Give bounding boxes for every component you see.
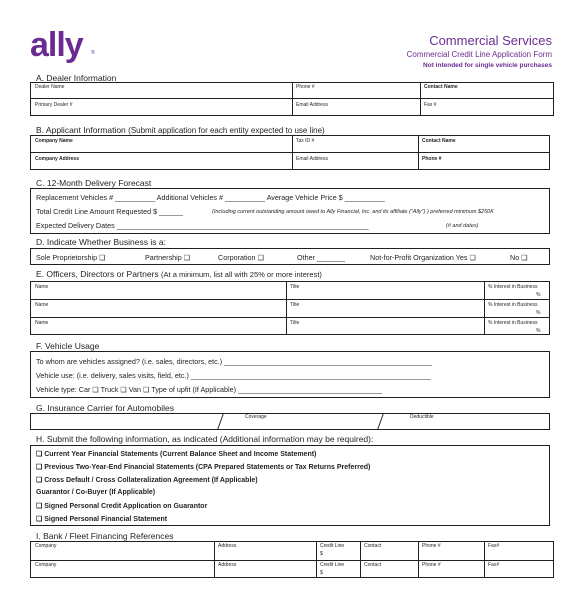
form-note: Not intended for single vehicle purchases <box>423 62 552 69</box>
bank-contact-field[interactable]: Contact <box>364 562 382 568</box>
checkbox-icon[interactable]: ❑ <box>257 253 265 262</box>
officer-interest-field[interactable]: % Interest in Business <box>488 284 538 290</box>
bank-credit-line-field[interactable]: Credit Line <box>320 543 345 549</box>
officer-name-field[interactable]: Name <box>35 320 49 326</box>
applicant-phone-field[interactable]: Phone # <box>422 156 442 162</box>
section-b-heading <box>36 125 325 135</box>
officer-interest-field[interactable]: % Interest in Business <box>488 302 538 308</box>
section-b-title: B. Applicant Information <box>36 125 126 135</box>
option-sole-proprietorship[interactable] <box>36 253 106 262</box>
applicant-email-field[interactable]: Email Address <box>296 156 328 162</box>
form-subtitle: Commercial Credit Line Application Form <box>406 50 552 59</box>
tax-id-field[interactable]: Tax ID # <box>296 138 315 144</box>
nonprofit-label: Not-for-Profit Organization Yes <box>370 253 468 262</box>
coverage-field[interactable]: Coverage <box>245 414 267 420</box>
section-e-note: (At a minimum, list all with 25% or more interest) <box>161 270 322 279</box>
dealer-name-field[interactable]: Dealer Name <box>35 84 65 90</box>
primary-dealer-field[interactable]: Primary Dealer # <box>35 102 73 108</box>
checkbox-previous-financials[interactable]: ❑ Previous Two-Year-End Financial Statements (CPA Prepared Statements or Tax Returns Preferred) <box>36 464 371 471</box>
company-name-field[interactable]: Company Name <box>35 138 73 144</box>
officer-name-field[interactable]: Name <box>35 284 49 290</box>
checkbox-guarantor-credit[interactable]: ❑ Signed Personal Credit Application on Guarantor <box>36 503 208 510</box>
ally-logo: ally <box>30 26 83 64</box>
section-g-heading: G. Insurance Carrier for Automobiles <box>36 403 174 413</box>
section-a-heading: A. Dealer Information <box>36 73 117 83</box>
dollar-sign: $ <box>320 570 323 576</box>
percent-sign: % <box>536 310 541 316</box>
guarantor-heading: Guarantor / Co-Buyer (If Applicable) <box>36 489 156 496</box>
bank-company-field[interactable]: Company <box>35 543 57 549</box>
dealer-fax-field[interactable]: Fax # <box>424 102 437 108</box>
checkbox-icon[interactable]: ❑ <box>99 253 106 262</box>
bank-address-field[interactable]: Address <box>218 562 237 568</box>
dealer-phone-field[interactable]: Phone # <box>296 84 315 90</box>
section-i-heading: I. Bank / Fleet Financing References <box>36 531 174 541</box>
checkbox-current-financials[interactable]: ❑ Current Year Financial Statements (Current Balance Sheet and Income Statement) <box>36 451 317 458</box>
option-partnership[interactable] <box>145 253 190 262</box>
logo-registered-mark: ® <box>91 50 95 56</box>
section-h-heading: H. Submit the following information, as indicated (Additional information may be required): <box>36 434 374 444</box>
option-other[interactable]: Other _______ <box>297 253 345 262</box>
option-corporation[interactable] <box>218 253 264 262</box>
dollar-sign: $ <box>320 551 323 557</box>
bank-credit-line-field[interactable]: Credit Line <box>320 562 345 568</box>
percent-sign: % <box>536 292 541 298</box>
option-nonprofit-no[interactable] <box>510 253 528 262</box>
bank-address-field[interactable]: Address <box>218 543 237 549</box>
bank-phone-field[interactable]: Phone # <box>422 543 441 549</box>
vehicle-type-field[interactable]: Vehicle type: Car ❑ Truck ❑ Van ❑ Type of upfit (If Applicable) ____________________________________ <box>36 385 382 394</box>
company-address-field[interactable]: Company Address <box>35 156 79 162</box>
expected-delivery-dates[interactable]: Expected Delivery Dates _______________________________________________________________ <box>36 221 369 230</box>
officer-interest-field[interactable]: % Interest in Business <box>488 320 538 326</box>
section-e-heading <box>36 269 322 279</box>
checkbox-personal-financial[interactable]: ❑ Signed Personal Financial Statement <box>36 516 168 523</box>
partnership-label: Partnership <box>145 253 182 262</box>
section-c-heading: C. 12-Month Delivery Forecast <box>36 178 152 188</box>
bank-phone-field[interactable]: Phone # <box>422 562 441 568</box>
credit-line-note: (Including current outstanding amount owed to Ally Financial, Inc. and its affiliate ("Ally") ) preferred minimum $250K <box>212 209 494 215</box>
checkbox-cross-default[interactable]: ❑ Cross Default / Cross Collateralization Agreement (If Applicable) <box>36 477 258 484</box>
forecast-vehicles-line[interactable]: Replacement Vehicles # __________ Additional Vehicles # __________ Average Vehicle Price $ __________ <box>36 193 385 202</box>
option-nonprofit-yes[interactable] <box>370 253 476 262</box>
checkbox-icon[interactable]: ❑ <box>521 253 528 262</box>
sole-label: Sole Proprietorship <box>36 253 98 262</box>
officer-name-field[interactable]: Name <box>35 302 49 308</box>
dealer-email-field[interactable]: Email Address <box>296 102 328 108</box>
checkbox-icon[interactable]: ❑ <box>183 253 191 262</box>
credit-line-amount[interactable]: Total Credit Line Amount Requested $ ______ <box>36 207 184 216</box>
officer-title-field[interactable]: Title <box>290 284 300 290</box>
vehicle-use-field[interactable]: Vehicle use: (i.e. delivery, sales visits, field, etc.) ____________________________________________________________ <box>36 371 431 380</box>
corporation-label: Corporation <box>218 253 256 262</box>
section-f-heading: F. Vehicle Usage <box>36 341 100 351</box>
delivery-dates-note: (# and dates) <box>446 223 479 229</box>
bank-fax-field[interactable]: Fax# <box>488 543 500 549</box>
officer-title-field[interactable]: Title <box>290 320 300 326</box>
vehicle-assignee-field[interactable]: To whom are vehicles assigned? (i.e. sales, directors, etc.) ____________________________________________________ <box>36 357 433 366</box>
page-title: Commercial Services <box>429 33 552 48</box>
dealer-contact-field[interactable]: Contact Name <box>424 84 458 90</box>
percent-sign: % <box>536 328 541 334</box>
section-d-heading: D. Indicate Whether Business is a: <box>36 237 166 247</box>
bank-contact-field[interactable]: Contact <box>364 543 382 549</box>
applicant-contact-field[interactable]: Contact Name <box>422 138 456 144</box>
checkbox-icon[interactable]: ❑ <box>469 253 476 262</box>
section-e-title: E. Officers, Directors or Partners <box>36 269 159 279</box>
section-b-note: (Submit application for each entity expected to use line) <box>128 126 325 135</box>
no-label: No <box>510 253 520 262</box>
bank-fax-field[interactable]: Fax# <box>488 562 500 568</box>
deductible-field[interactable]: Deductible <box>410 414 434 420</box>
insurance-box <box>30 413 550 430</box>
bank-company-field[interactable]: Company <box>35 562 57 568</box>
officer-title-field[interactable]: Title <box>290 302 300 308</box>
